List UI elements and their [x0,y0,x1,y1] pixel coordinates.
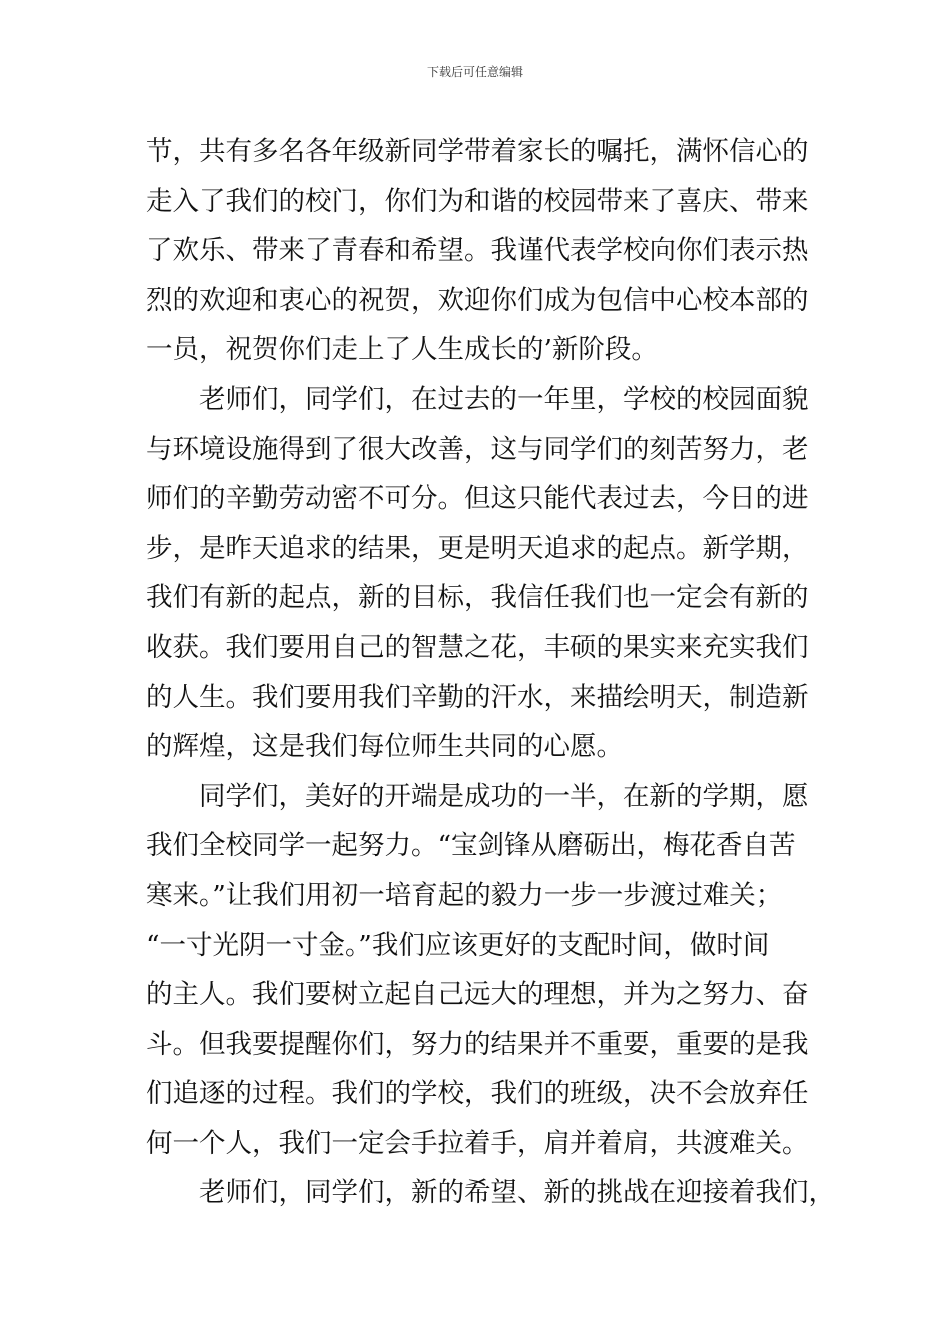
text-line: 了欢乐、带来了青春和希望。我谨代表学校向你们表示热 [146,235,809,267]
page-header: 下载后可任意编辑 [426,65,523,79]
text-line: 步，是昨天追求的结果，更是明天追求的起点。新学期， [146,532,809,564]
text-line: 老师们，同学们，新的希望、新的挑战在迎接着我们， [146,1177,835,1209]
text-line: 走入了我们的校门，你们为和谐的校园带来了喜庆、带来 [146,185,809,217]
text-line: 何一个人，我们一定会手拉着手，肩并着肩，共渡难关。 [146,1127,809,1159]
text-line: 同学们，美好的开端是成功的一半，在新的学期，愿 [146,780,809,812]
text-line: 斗。但我要提醒你们，努力的结果并不重要，重要的是我 [146,1028,809,1060]
text-line: 的主人。我们要树立起自己远大的理想，并为之努力、奋 [146,979,809,1011]
document-body [146,127,835,1218]
text-line: 与环境设施得到了很大改善，这与同学们的刻苦努力，老 [146,433,809,465]
text-line: 师们的辛勤劳动密不可分。但这只能代表过去，今日的进 [146,483,809,515]
text-line: 们追逐的过程。我们的学校，我们的班级，决不会放弃任 [146,1078,809,1110]
text-line: 我们有新的起点，新的目标，我信任我们也一定会有新的 [146,582,809,614]
text-line: “一寸光阴一寸金。”我们应该更好的支配时间，做时间 [146,929,770,961]
text-line: 的辉煌，这是我们每位师生共同的心愿。 [146,731,623,763]
text-line: 烈的欢迎和衷心的祝贺，欢迎你们成为包信中心校本部的 [146,284,809,316]
text-line: 我们全校同学一起努力。“宝剑锋从磨砺出，梅花香自苦 [146,830,796,862]
text-line: 老师们，同学们，在过去的一年里，学校的校园面貌 [146,383,809,415]
text-line: 收获。我们要用自己的智慧之花，丰硕的果实来充实我们 [146,631,809,663]
text-line: 的人生。我们要用我们辛勤的汗水，来描绘明天，制造新 [146,681,809,713]
text-line: 一员，祝贺你们走上了人生成长的’新阶段。 [146,334,658,366]
text-line: 节，共有多名各年级新同学带着家长的嘱托，满怀信心的 [146,136,809,167]
text-line: 寒来。”让我们用初一培育起的毅力一步一步渡过难关； [146,879,783,911]
